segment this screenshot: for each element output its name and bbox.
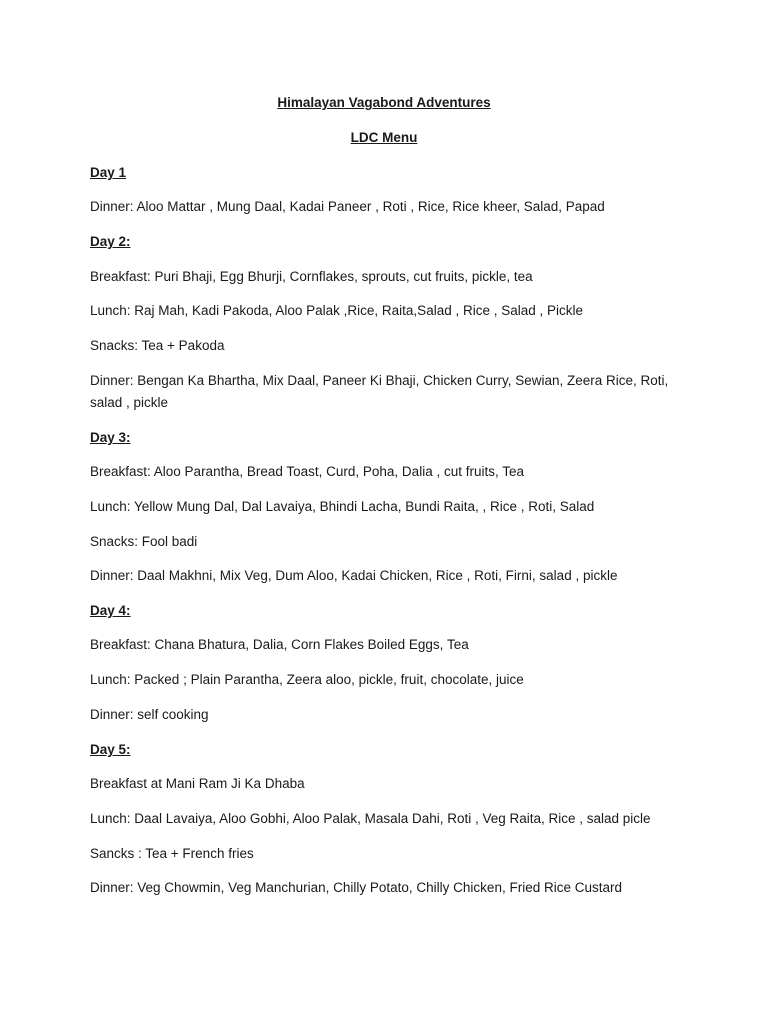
day-5-lunch: Lunch: Daal Lavaiya, Aloo Gobhi, Aloo Palak, Masala Dahi, Roti , Veg Raita, Rice , salad picle bbox=[90, 811, 651, 826]
day-3-snacks: Snacks: Fool badi bbox=[90, 534, 198, 549]
day-2-lunch: Lunch: Raj Mah, Kadi Pakoda, Aloo Palak ,Rice, Raita,Salad , Rice , Salad , Pickle bbox=[90, 303, 584, 318]
day-2-dinner: Dinner: Bengan Ka Bhartha, Mix Daal, Paneer Ki Bhaji, Chicken Curry, Sewian, Zeera Rice, Roti, salad , pickle bbox=[90, 373, 669, 410]
day-3-breakfast: Breakfast: Aloo Parantha, Bread Toast, Curd, Poha, Dalia , cut fruits, Tea bbox=[90, 464, 524, 479]
day-4-lunch: Lunch: Packed ; Plain Parantha, Zeera aloo, pickle, fruit, chocolate, juice bbox=[90, 672, 524, 687]
document-title: Himalayan Vagabond Adventures bbox=[277, 95, 491, 110]
day-5-breakfast: Breakfast at Mani Ram Ji Ka Dhaba bbox=[90, 776, 305, 791]
day-3-lunch: Lunch: Yellow Mung Dal, Dal Lavaiya, Bhindi Lacha, Bundi Raita, , Rice , Roti, Salad bbox=[90, 499, 595, 514]
day-4-breakfast: Breakfast: Chana Bhatura, Dalia, Corn Flakes Boiled Eggs, Tea bbox=[90, 637, 469, 652]
day-4-dinner: Dinner: self cooking bbox=[90, 707, 209, 722]
day-3-heading: Day 3: bbox=[90, 430, 131, 445]
day-4-heading: Day 4: bbox=[90, 603, 131, 618]
document-subtitle: LDC Menu bbox=[350, 130, 418, 145]
day-5-snacks: Sancks : Tea + French fries bbox=[90, 846, 254, 861]
day-5-heading: Day 5: bbox=[90, 742, 131, 757]
day-2-breakfast: Breakfast: Puri Bhaji, Egg Bhurji, Cornflakes, sprouts, cut fruits, pickle, tea bbox=[90, 269, 533, 284]
day-5-dinner: Dinner: Veg Chowmin, Veg Manchurian, Chilly Potato, Chilly Chicken, Fried Rice Custard bbox=[90, 880, 622, 895]
day-1-heading: Day 1 bbox=[90, 165, 127, 180]
day-2-snacks: Snacks: Tea + Pakoda bbox=[90, 338, 225, 353]
day-1-dinner: Dinner: Aloo Mattar , Mung Daal, Kadai Paneer , Roti , Rice, Rice kheer, Salad, Papad bbox=[90, 199, 605, 214]
day-2-heading: Day 2: bbox=[90, 234, 131, 249]
day-3-dinner: Dinner: Daal Makhni, Mix Veg, Dum Aloo, Kadai Chicken, Rice , Roti, Firni, salad , pickle bbox=[90, 568, 618, 583]
